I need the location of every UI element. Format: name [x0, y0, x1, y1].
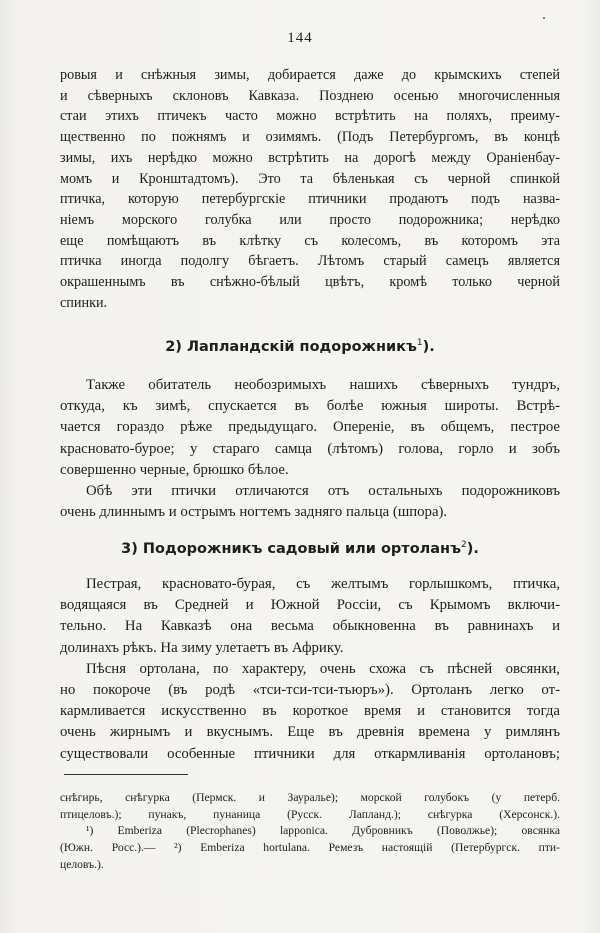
text-line: стаи этихъ птичекъ часто можно встрѣтить на поляхъ, преиму- — [60, 108, 560, 125]
heading-suffix: ). — [422, 338, 435, 355]
text-line: щественно по пожнямъ и озимямъ. (Подъ Петербургомъ, въ концѣ — [60, 129, 560, 146]
text-line: птичка, которую петербургскіе птичники продаютъ подъ назва- — [60, 191, 560, 208]
footnote-line: (Южн. Росс.).— ²) Emberiza hortulana. Ремезъ настоящій (Петербургск. пти- — [60, 841, 560, 855]
section-heading-ortolan — [0, 540, 600, 557]
footnote-ref: 2 — [460, 540, 467, 550]
text-line: очень жирнымъ и вкуснымъ. Еще въ древнія времена у римлянъ — [60, 724, 560, 741]
text-line: кармливается искусственно въ короткое время и становится тогда — [60, 703, 560, 720]
footnote-ref: 1 — [416, 338, 423, 348]
footnote-line: птицеловъ.); пунакъ, пунаница (Русск. Лапланд.); снѣгурка (Херсонск.). — [60, 807, 560, 821]
text-line: Также обитатель необозримыхъ нашихъ сѣверныхъ тундръ, — [86, 377, 560, 393]
speck — [543, 17, 545, 19]
text-line: тельно. На Кавказѣ она весьма обыкновенна въ равнинахъ и — [60, 618, 560, 635]
text-line: и сѣверныхъ склоновъ Кавказа. Позднею осенью многочисленныя — [60, 87, 560, 104]
text-line: откуда, къ зимѣ, спускается въ болѣе южныя широты. Встрѣ- — [60, 398, 560, 415]
text-line: долинахъ рѣкъ. На зиму улетаетъ въ Африку. — [60, 639, 344, 656]
section-heading-lapland — [0, 338, 600, 355]
text-line: ровыя и снѣжныя зимы, добирается даже до крымскихъ степей — [60, 67, 560, 83]
text-line: птичка иногда подолгу бѣгаетъ. Лѣтомъ старый самецъ является — [60, 253, 560, 270]
page-number: 144 — [287, 30, 313, 46]
text-line: зимы, ихъ нерѣдко можно встрѣтить на дорогѣ между Ораніенбау- — [60, 149, 560, 166]
text-line: момъ и Кронштадтомъ). Это та бѣленькая съ черной спинкой — [60, 170, 560, 187]
text-line: окрашеннымъ въ снѣжно-бѣлый цвѣтъ, кромѣ только черной — [60, 274, 560, 291]
heading-suffix: ). — [466, 540, 479, 557]
text-line: Обѣ эти птички отличаются отъ остальныхъ подорожниковъ — [86, 483, 560, 500]
paragraph-continued — [60, 65, 560, 313]
section-body-lapland — [60, 375, 560, 523]
text-line: совершенно черные, брюшко бѣлое. — [60, 461, 289, 478]
footnote-line: целовъ.). — [60, 857, 104, 871]
text-line: очень длиннымъ и острымъ ногтемъ задняго пальца (шпора). — [60, 504, 448, 521]
heading-text: 2) Лапландскій подорожникъ — [165, 338, 417, 355]
footnote-line: ¹) Emberiza (Plecrophanes) lapponica. Дубровникъ (Поволжье); овсянка — [86, 824, 560, 838]
footnote-line: снѣгирь, снѣгурка (Пермск. и Зауралье); морской голубокъ (у петерб. — [60, 791, 560, 804]
text-line: Пестрая, красновато-бурая, съ желтымъ горлышкомъ, птичка, — [86, 576, 560, 592]
text-line: ніемъ морского голубка или просто подорожника; нерѣдко — [60, 211, 560, 228]
text-line: еще помѣщаютъ въ клѣтку съ колесомъ, въ которомъ эта — [60, 232, 560, 249]
text-line: водящаяся въ Средней и Южной Россіи, съ Крымомъ включи- — [60, 597, 560, 614]
text-line: спинки. — [60, 294, 108, 311]
footnote-rule — [64, 774, 188, 775]
footnotes — [60, 790, 560, 874]
text-line: существовали особенные птичники для откармливанія ортолановъ; — [60, 745, 560, 762]
text-line: чается гораздо рѣже предыдущаго. Опереніе, въ общемъ, пестрое — [60, 419, 560, 436]
heading-text: 3) Подорожникъ садовый или ортоланъ — [121, 540, 461, 557]
section-body-ortolan — [60, 574, 560, 765]
text-line: Пѣсня ортолана, по характеру, очень схожа съ пѣсней овсянки, — [86, 660, 560, 677]
text-line: но покороче (въ родѣ «тси-тси-тси-тьюръ»). Ортоланъ легко от- — [60, 682, 560, 699]
text-line: красновато-бурое; у стараго самца (лѣтомъ) голова, горло и зобъ — [60, 440, 560, 457]
